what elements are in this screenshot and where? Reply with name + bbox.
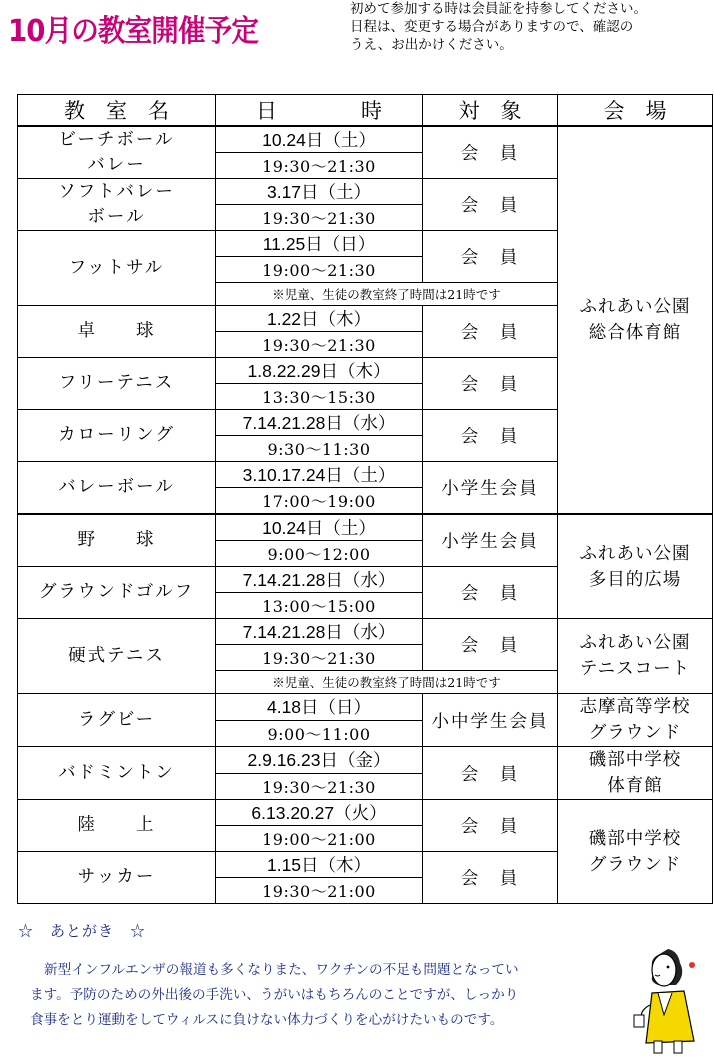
class-name-cell: 陸 上 [18,800,216,852]
time-cell: 13:00～15:00 [216,593,423,619]
target-cell: 会 員 [423,567,558,619]
class-name-cell: 野 球 [18,514,216,567]
target-cell: 会 員 [423,126,558,179]
date-cell: 3.17日（土） [216,179,423,205]
target-cell: 会 員 [423,358,558,410]
time-cell: 19:30～21:30 [216,773,423,800]
afterword-title: ☆ あとがき ☆ [18,922,147,940]
date-cell: 11.25日（日） [216,231,423,257]
target-cell: 小学生会員 [423,462,558,515]
afterword-body [30,958,620,1033]
time-cell: 17:00～19:00 [216,488,423,515]
notice-line: 日程は、変更する場合がありますので、確認の [350,19,634,35]
table-row [18,694,713,721]
table-row [18,126,713,153]
column-header-venue: 会 場 [558,95,713,127]
venue-cell: ふれあい公園 総合体育館 [558,126,713,514]
time-cell: 19:30～21:30 [216,205,423,231]
class-name-cell: フットサル [18,231,216,306]
class-name-cell: 卓 球 [18,306,216,358]
date-cell: 3.10.17.24日（土） [216,462,423,488]
notice-line: うえ、お出かけください。 [350,37,513,53]
date-cell: 10.24日（土） [216,514,423,541]
date-cell: 10.24日（土） [216,126,423,153]
target-cell: 会 員 [423,231,558,283]
date-cell: 7.14.21.28日（水） [216,619,423,645]
date-cell: 6.13.20.27（火） [216,800,423,826]
time-cell: 19:00～21:00 [216,826,423,852]
class-name-cell: グラウンドゴルフ [18,567,216,619]
schedule-table [17,94,713,904]
target-cell: 会 員 [423,410,558,462]
venue-cell: ふれあい公園 多目的広場 [558,514,713,619]
class-name-cell: ソフトバレー ボール [18,179,216,231]
venue-cell: ふれあい公園 テニスコート [558,619,713,694]
note-cell: ※児童、生徒の教室終了時間は21時です [216,671,558,694]
class-name-cell: バレーボール [18,462,216,515]
column-header-datetime: 日 時 [216,95,423,127]
class-name-cell: ビーチボール バレー [18,126,216,179]
class-name-cell: 硬式テニス [18,619,216,694]
date-cell: 1.22日（木） [216,306,423,332]
class-name-cell: フリーテニス [18,358,216,410]
notice-text [350,0,712,54]
target-cell: 会 員 [423,619,558,671]
time-cell: 19:30～21:30 [216,645,423,671]
table-row [18,619,713,645]
target-cell: 小中学生会員 [423,694,558,747]
table-row [18,747,713,774]
class-name-cell: バドミントン [18,747,216,800]
time-cell: 19:30～21:30 [216,153,423,179]
time-cell: 9:30～11:30 [216,436,423,462]
venue-cell: 磯部中学校 グラウンド [558,800,713,904]
table-row [18,514,713,541]
time-cell: 19:30～21:30 [216,332,423,358]
column-header-class: 教 室 名 [18,95,216,127]
column-header-target: 対 象 [423,95,558,127]
afterword-line: 新型インフルエンザの報道も多くなりまた、ワクチンの不足も問題となってい [44,962,519,978]
girl-with-cup-illustration [628,915,708,1055]
time-cell: 19:30～21:00 [216,878,423,904]
date-cell: 4.18日（日） [216,694,423,721]
notice-line: 初めて参加する時は会員証を持参してください。 [350,1,647,17]
target-cell: 会 員 [423,852,558,904]
time-cell: 9:00～11:00 [216,720,423,747]
table-row [18,800,713,826]
target-cell: 小学生会員 [423,514,558,567]
time-cell: 13:30～15:30 [216,384,423,410]
time-cell: 19:00～21:30 [216,257,423,283]
page-title: 10月の教室開催予定 [8,14,259,49]
target-cell: 会 員 [423,306,558,358]
date-cell: 7.14.21.28日（水） [216,410,423,436]
class-name-cell: カローリング [18,410,216,462]
note-cell: ※児童、生徒の教室終了時間は21時です [216,283,558,306]
date-cell: 7.14.21.28日（水） [216,567,423,593]
venue-cell: 磯部中学校 体育館 [558,747,713,800]
class-name-cell: ラグビー [18,694,216,747]
date-cell: 2.9.16.23日（金） [216,747,423,774]
date-cell: 1.8.22.29日（木） [216,358,423,384]
table-header-row [18,95,713,127]
target-cell: 会 員 [423,179,558,231]
class-name-cell: サッカー [18,852,216,904]
venue-cell: 志摩高等学校 グラウンド [558,694,713,747]
target-cell: 会 員 [423,800,558,852]
target-cell: 会 員 [423,747,558,800]
afterword-line: 食事をとり運動をしてウィルスに負けない体力づくりを心がけたいものです。 [30,1012,504,1028]
afterword-line: ます。予防のための外出後の手洗い、うがいはもちろんのことですが、しっかり [30,987,519,1003]
time-cell: 9:00～12:00 [216,541,423,567]
date-cell: 1.15日（木） [216,852,423,878]
